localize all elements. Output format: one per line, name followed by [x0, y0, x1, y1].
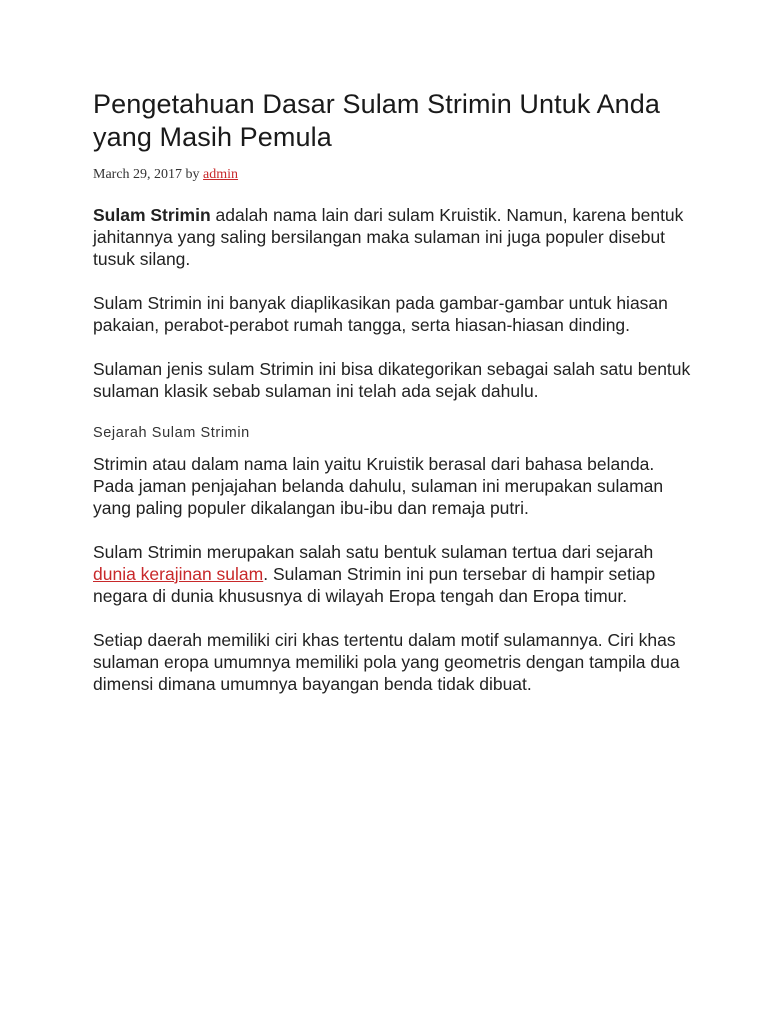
author-link[interactable]: admin: [203, 167, 239, 182]
paragraph-spread-text-after: . Sulaman Strimin ini pun tersebar di hampir setiap negara di dunia khususnya di wilayah Eropa tengah dan Eropa timur.: [93, 564, 656, 606]
paragraph-applications: Sulam Strimin ini banyak diaplikasikan pada gambar-gambar untuk hiasan pakaian, perabot-perabot rumah tangga, serta hiasan-hiasan dinding.: [93, 293, 668, 335]
article: [93, 88, 693, 695]
paragraph-spread-text-before: Sulam Strimin merupakan salah satu bentuk sulaman tertua dari sejarah: [93, 542, 654, 562]
paragraph-origin: Strimin atau dalam nama lain yaitu Kruistik berasal dari bahasa belanda. Pada jaman penjajahan belanda dahulu, sulaman ini merupakan sulaman yang paling populer dikalangan ibu-ibu dan remaja putri.: [93, 454, 664, 518]
paragraph-intro-text: adalah nama lain dari sulam Kruistik. Namun, karena bentuk jahitannya yang saling bersilangan maka sulaman ini juga populer disebut tusuk silang.: [93, 205, 684, 269]
section-heading-history: Sejarah Sulam Strimin: [93, 425, 250, 441]
paragraph-characteristics: Setiap daerah memiliki ciri khas tertentu dalam motif sulamannya. Ciri khas sulaman eropa umumnya memiliki pola yang geometris dengan tampila dua dimensi dimana umumnya bayangan benda tidak dibuat.: [93, 630, 680, 694]
by-label: by: [185, 167, 200, 182]
inline-link-dunia-kerajinan-sulam[interactable]: dunia kerajinan sulam: [93, 564, 264, 584]
article-meta: [93, 167, 693, 183]
post-date: March 29, 2017: [93, 167, 183, 182]
term-bold: Sulam Strimin: [93, 205, 211, 225]
paragraph-classic: Sulaman jenis sulam Strimin ini bisa dikategorikan sebagai salah satu bentuk sulaman klasik sebab sulaman ini telah ada sejak dahulu.: [93, 359, 691, 401]
paragraph-spread: [93, 541, 693, 607]
article-title: Pengetahuan Dasar Sulam Strimin Untuk Anda yang Masih Pemula: [93, 89, 661, 152]
paragraph-intro: [93, 204, 693, 270]
